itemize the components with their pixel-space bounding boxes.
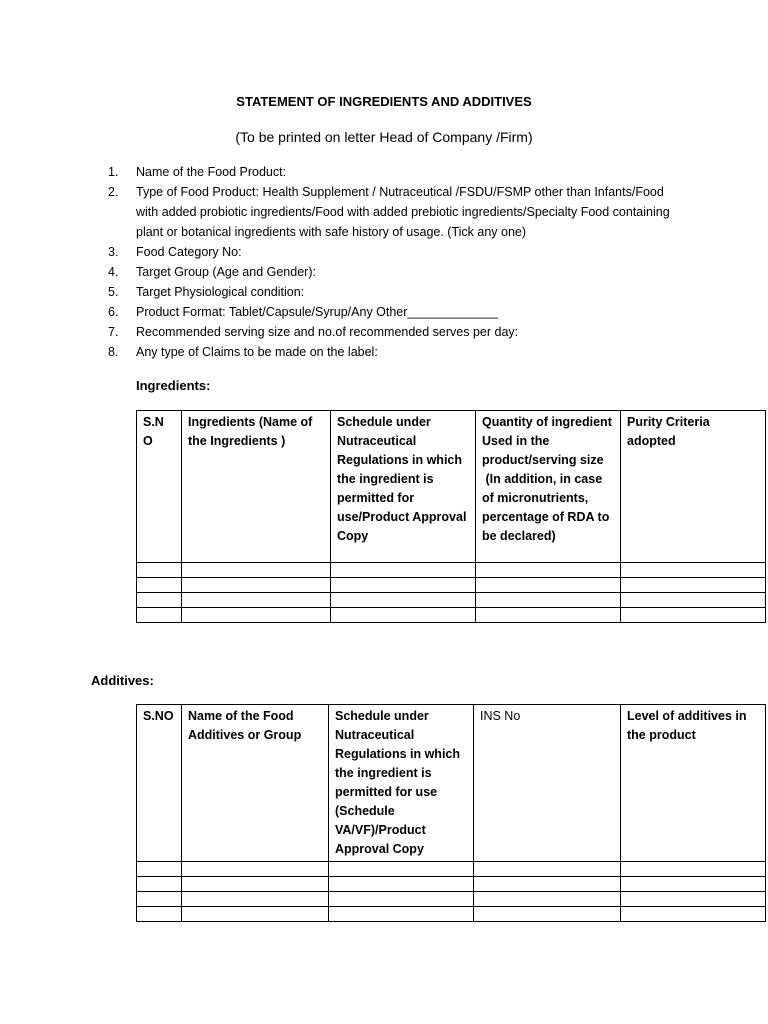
additives-section-label: Additives: bbox=[91, 673, 154, 688]
table-header-row bbox=[137, 705, 766, 862]
list-item bbox=[108, 262, 688, 282]
header-cell-ins-no: INS No bbox=[474, 705, 621, 862]
table-cell[interactable] bbox=[621, 877, 766, 892]
table-cell[interactable] bbox=[182, 892, 329, 907]
table-cell[interactable] bbox=[329, 862, 474, 877]
header-cell-schedule: Schedule under Nutraceutical Regulations in which the ingredient is permitted for use (Schedule VA/VF)/Product Approval Copy bbox=[329, 705, 474, 862]
table-cell[interactable] bbox=[331, 578, 476, 593]
table-row bbox=[137, 608, 766, 623]
item-number: 6. bbox=[108, 305, 119, 319]
table-cell[interactable] bbox=[474, 907, 621, 922]
table-cell[interactable] bbox=[137, 563, 182, 578]
table-cell[interactable] bbox=[137, 578, 182, 593]
table-cell[interactable] bbox=[621, 563, 766, 578]
header-cell-ingredients: Ingredients (Name of the Ingredients ) bbox=[182, 411, 331, 563]
table-cell[interactable] bbox=[137, 907, 182, 922]
list-item bbox=[108, 162, 688, 182]
table-cell[interactable] bbox=[621, 862, 766, 877]
table-header-row bbox=[137, 411, 766, 563]
quantity-header-text: Quantity of ingredient Used in the product/serving size bbox=[482, 415, 612, 467]
header-cell-schedule: Schedule under Nutraceutical Regulations in which the ingredient is permitted for use/Product Approval Copy bbox=[331, 411, 476, 563]
table-cell[interactable] bbox=[182, 563, 331, 578]
table-cell[interactable] bbox=[182, 907, 329, 922]
table-cell[interactable] bbox=[331, 563, 476, 578]
table-cell[interactable] bbox=[182, 877, 329, 892]
table-cell[interactable] bbox=[476, 608, 621, 623]
header-cell-purity: Purity Criteria adopted bbox=[621, 411, 766, 563]
table-row bbox=[137, 877, 766, 892]
table-cell[interactable] bbox=[182, 862, 329, 877]
product-info-list bbox=[108, 162, 688, 362]
list-item bbox=[108, 282, 688, 302]
item-number: 2. bbox=[108, 185, 119, 199]
document-title: STATEMENT OF INGREDIENTS AND ADDITIVES bbox=[236, 94, 532, 109]
item-text: Target Physiological condition: bbox=[136, 285, 305, 299]
item-number: 3. bbox=[108, 245, 119, 259]
table-cell[interactable] bbox=[182, 578, 331, 593]
table-cell[interactable] bbox=[182, 593, 331, 608]
table-cell[interactable] bbox=[137, 892, 182, 907]
table-cell[interactable] bbox=[476, 563, 621, 578]
table-cell[interactable] bbox=[329, 907, 474, 922]
quantity-header-note: (In addition, in case of micronutrients, percentage of RDA to be declared) bbox=[482, 472, 613, 543]
table-cell[interactable] bbox=[474, 877, 621, 892]
table-row bbox=[137, 862, 766, 877]
ingredients-section-label: Ingredients: bbox=[136, 378, 211, 393]
table-cell[interactable] bbox=[137, 877, 182, 892]
list-item bbox=[108, 342, 688, 362]
table-cell[interactable] bbox=[476, 593, 621, 608]
table-row bbox=[137, 578, 766, 593]
table-cell[interactable] bbox=[329, 877, 474, 892]
list-item bbox=[108, 182, 688, 242]
table-cell[interactable] bbox=[621, 578, 766, 593]
table-row bbox=[137, 593, 766, 608]
table-cell[interactable] bbox=[621, 892, 766, 907]
table-cell[interactable] bbox=[621, 907, 766, 922]
header-cell-additive-name: Name of the Food Additives or Group bbox=[182, 705, 329, 862]
item-text: Food Category No: bbox=[136, 245, 242, 259]
list-item bbox=[108, 302, 688, 322]
table-cell[interactable] bbox=[331, 608, 476, 623]
ingredients-table bbox=[136, 410, 766, 623]
item-text: Name of the Food Product: bbox=[136, 165, 287, 179]
table-row bbox=[137, 892, 766, 907]
item-number: 7. bbox=[108, 325, 119, 339]
table-row bbox=[137, 563, 766, 578]
table-cell[interactable] bbox=[137, 608, 182, 623]
table-cell[interactable] bbox=[621, 608, 766, 623]
table-cell[interactable] bbox=[476, 578, 621, 593]
table-cell[interactable] bbox=[621, 593, 766, 608]
header-cell-level: Level of additives in the product bbox=[621, 705, 766, 862]
item-text: Any type of Claims to be made on the label: bbox=[136, 345, 378, 359]
table-row bbox=[137, 907, 766, 922]
additives-table bbox=[136, 704, 766, 922]
item-number: 4. bbox=[108, 265, 119, 279]
document-subtitle: (To be printed on letter Head of Company /Firm) bbox=[235, 129, 533, 145]
table-cell[interactable] bbox=[331, 593, 476, 608]
table-cell[interactable] bbox=[329, 892, 474, 907]
table-cell[interactable] bbox=[474, 892, 621, 907]
item-text: Product Format: Tablet/Capsule/Syrup/Any Other_____________ bbox=[136, 305, 498, 319]
list-item bbox=[108, 322, 688, 342]
list-item bbox=[108, 242, 688, 262]
item-number: 5. bbox=[108, 285, 119, 299]
table-cell[interactable] bbox=[137, 862, 182, 877]
table-cell[interactable] bbox=[474, 862, 621, 877]
table-cell[interactable] bbox=[182, 608, 331, 623]
table-cell[interactable] bbox=[137, 593, 182, 608]
header-cell-sno: S.N O bbox=[137, 411, 182, 563]
item-text: Target Group (Age and Gender): bbox=[136, 265, 316, 279]
item-text: Type of Food Product: Health Supplement / Nutraceutical /FSDU/FSMP other than Infants/Food with added probiotic ingredients/Food with added prebiotic ingredients/Specialty Food containing plant or botanical ingredients with safe history of usage. (Tick any one) bbox=[136, 185, 670, 239]
item-number: 8. bbox=[108, 345, 119, 359]
item-number: 1. bbox=[108, 165, 119, 179]
item-text: Recommended serving size and no.of recommended serves per day: bbox=[136, 325, 519, 339]
header-cell-sno: S.NO bbox=[137, 705, 182, 862]
header-cell-quantity bbox=[476, 411, 621, 563]
